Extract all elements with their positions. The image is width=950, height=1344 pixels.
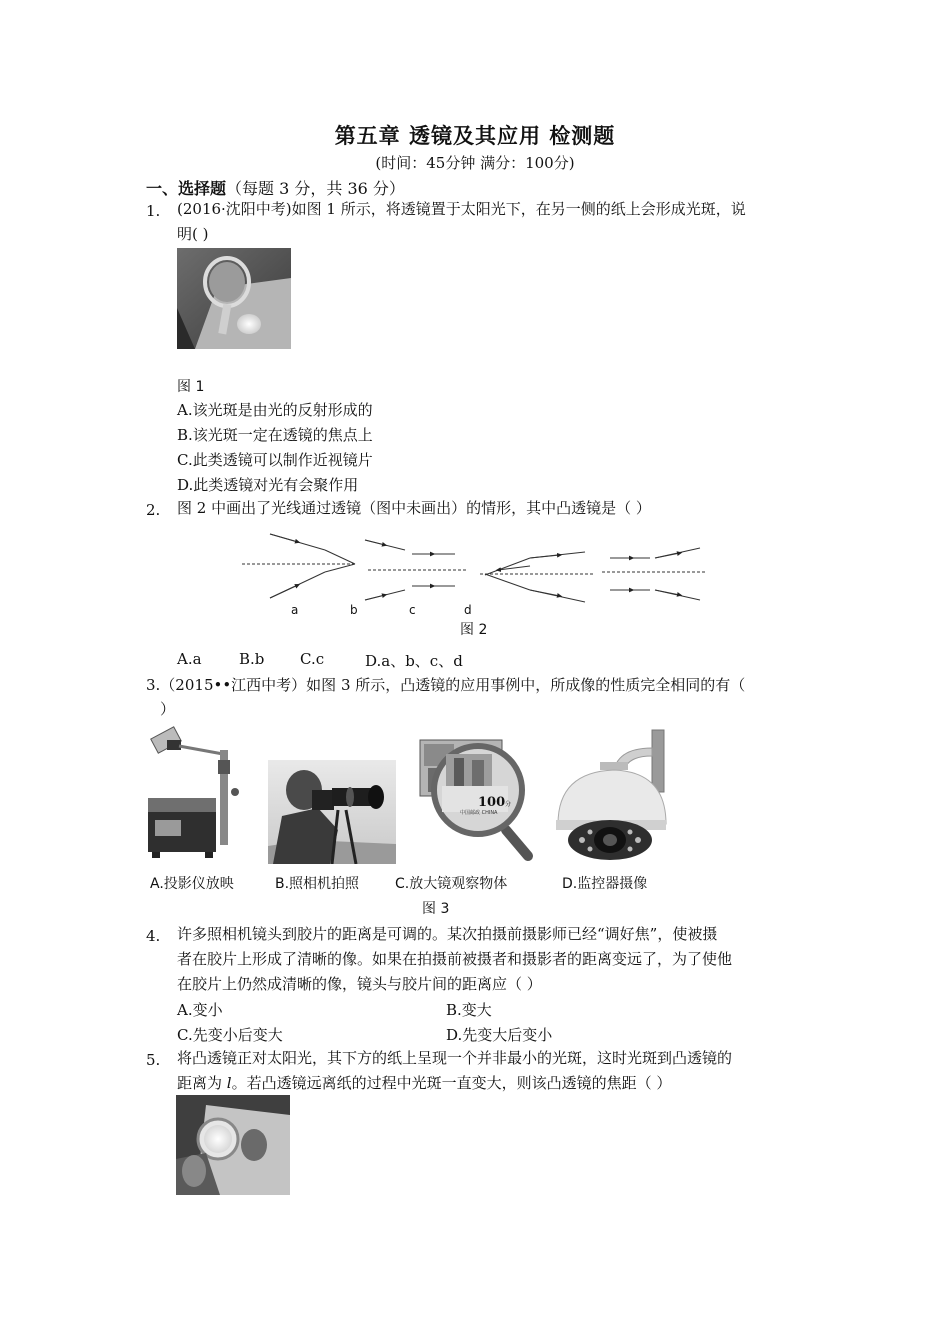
q4-option-d: D.先变大后变小 (446, 1026, 553, 1044)
q3-caption-b: B.照相机拍照 (275, 876, 360, 892)
q2-option-b: B.b (239, 650, 265, 668)
q4-option-a: A.变小 (177, 1001, 223, 1019)
q3-text-line1: 3.（2015••江西中考）如图 3 所示，凸透镜的应用事例中，所成像的性质完全相同的有（ (146, 676, 746, 694)
magnifier-photo (177, 248, 291, 349)
page-title: 第五章 透镜及其应用 检测题 (334, 124, 616, 148)
q2-label-d: d (464, 603, 472, 617)
q5-text-line2: 距离为 l。若凸透镜远离纸的过程中光斑一直变大，则该凸透镜的焦距（ ） (177, 1074, 672, 1092)
q4-option-b: B.变大 (446, 1001, 492, 1019)
q4-text-line1: 许多照相机镜头到胶片的距离是可调的。某次拍摄前摄影师已经“调好焦”，使被摄 (177, 925, 718, 943)
q3-caption-c: C.放大镜观察物体 (395, 876, 508, 892)
q4-number: 4. (146, 927, 161, 945)
q1-option-a: A.该光斑是由光的反射形成的 (177, 401, 373, 419)
q3-text-line2: ） (160, 700, 176, 718)
projector-image (145, 720, 240, 865)
section-heading: 一、选择题（每题 3 分，共 36 分） (146, 179, 405, 198)
q3-figure-caption: 图 3 (422, 901, 450, 917)
stamp-value-text: 100 (478, 795, 506, 810)
magnifier-stamp-image (418, 738, 533, 862)
q2-text: 图 2 中画出了光线通过透镜（图中未画出）的情形，其中凸透镜是（ ） (177, 499, 651, 517)
q3-caption-a: A.投影仪放映 (150, 876, 234, 892)
q1-option-b: B.该光斑一定在透镜的焦点上 (177, 426, 373, 444)
q5-text-line1: 将凸透镜正对太阳光，其下方的纸上呈现一个并非最小的光斑，这时光斑到凸透镜的 (177, 1049, 733, 1067)
security-camera-image (548, 728, 668, 866)
q2-figure-caption: 图 2 (460, 622, 488, 638)
q2-label-c: c (409, 603, 416, 617)
q2-number: 2. (146, 501, 161, 519)
q4-text-line3: 在胶片上仍然成清晰的像，镜头与胶片间的距离应（ ） (177, 975, 542, 993)
q4-text-line2: 者在胶片上形成了清晰的像。如果在拍摄前被摄者和摄影者的距离变远了，为了使他 (177, 950, 733, 968)
q2-label-a: a (291, 603, 299, 617)
q3-caption-d: D.监控器摄像 (562, 876, 648, 892)
q2-label-b: b (350, 603, 358, 617)
stamp-caption-text: 中国邮政 CHINA (460, 810, 498, 816)
q2-option-c: C.c (300, 650, 325, 668)
q2-option-d: D.a、b、c、d (365, 652, 463, 670)
lens-sunlight-photo (176, 1095, 290, 1195)
q1-option-d: D.此类透镜对光有会聚作用 (177, 476, 359, 494)
q2-option-a: A.a (177, 650, 202, 668)
q5-number: 5. (146, 1051, 161, 1069)
q1-option-c: C.此类透镜可以制作近视镜片 (177, 451, 373, 469)
light-ray-diagram (230, 528, 710, 610)
q1-figure-caption: 图 1 (177, 379, 205, 395)
q1-number: 1. (146, 202, 161, 220)
q1-text-line1: (2016·沈阳中考)如图 1 所示，将透镜置于太阳光下，在另一侧的纸上会形成光斑，说 (177, 200, 746, 218)
camera-photo (268, 760, 396, 864)
stamp-unit-text: 分 (505, 801, 512, 808)
page-subtitle: (时间：45分钟 满分：100分) (375, 154, 575, 172)
q1-text-line2: 明( ) (177, 225, 209, 243)
q4-option-c: C.先变小后变大 (177, 1026, 283, 1044)
